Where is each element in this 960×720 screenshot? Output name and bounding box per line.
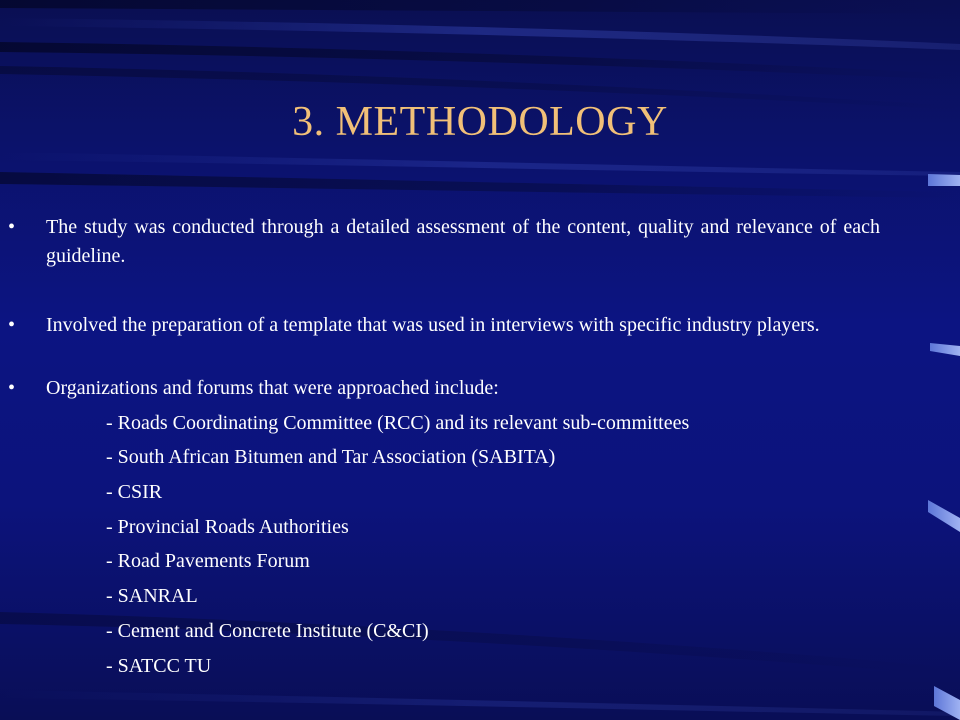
bullet-item [8,213,880,271]
slide-title: 3. METHODOLOGY [292,99,668,145]
organization-item: - Road Pavements Forum [106,550,310,572]
bullet-item [8,311,880,340]
bullet-text: Organizations and forums that were approached include: [46,377,499,399]
organization-item: - Cement and Concrete Institute (C&CI) [106,620,429,642]
bullet-text: Involved the preparation of a template that was used in interviews with specific industry players. [46,314,820,336]
organization-item: - Roads Coordinating Committee (RCC) and its relevant sub-committees [106,412,690,434]
bullet-marker: • [8,314,16,336]
bullet-item [8,374,880,403]
organization-item: - SANRAL [106,585,198,607]
organization-item: - Provincial Roads Authorities [106,516,349,538]
bullet-text: The study was conducted through a detailed assessment of the content, quality and relevance of each guideline. [46,216,880,267]
bullet-marker: • [8,216,16,238]
bullet-marker: • [8,377,16,399]
organization-item: - CSIR [106,481,163,503]
organization-item: - SATCC TU [106,655,212,677]
organization-item: - South African Bitumen and Tar Association (SABITA) [106,446,556,468]
